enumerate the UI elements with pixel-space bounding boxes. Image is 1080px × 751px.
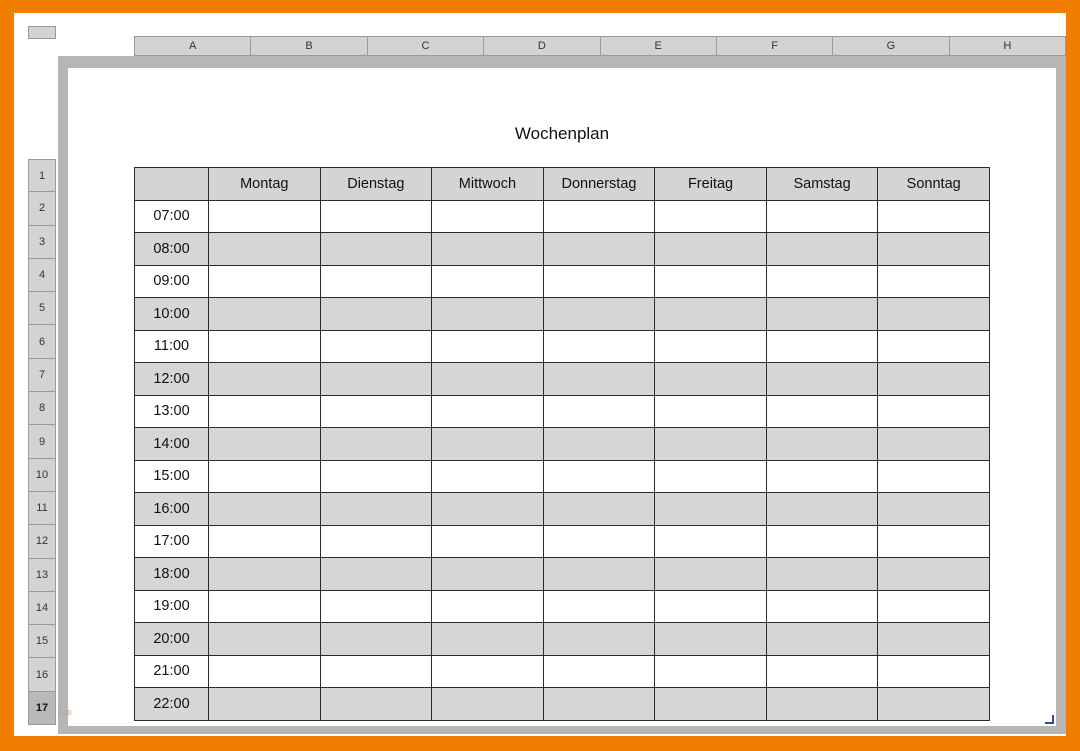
slot-cell[interactable] <box>878 525 990 558</box>
slot-cell[interactable] <box>209 363 321 396</box>
column-header-b[interactable]: B <box>251 36 367 56</box>
row-header-3[interactable]: 3 <box>28 226 56 259</box>
table-row[interactable] <box>135 395 990 428</box>
slot-cell[interactable] <box>432 525 544 558</box>
slot-cell[interactable] <box>320 655 432 688</box>
slot-cell[interactable] <box>209 493 321 526</box>
status-micro-text: 0,00 <box>58 710 72 717</box>
slot-cell[interactable] <box>878 460 990 493</box>
table-row[interactable] <box>135 233 990 266</box>
time-label-0700: 07:00 <box>135 200 209 233</box>
day-header-samstag: Samstag <box>766 168 878 201</box>
slot-cell[interactable] <box>543 200 655 233</box>
slot-cell[interactable] <box>766 395 878 428</box>
table-row[interactable] <box>135 655 990 688</box>
slot-cell[interactable] <box>209 395 321 428</box>
slot-cell[interactable] <box>655 233 767 266</box>
time-label-1400: 14:00 <box>135 428 209 461</box>
slot-cell[interactable] <box>766 525 878 558</box>
slot-cell[interactable] <box>209 590 321 623</box>
slot-cell[interactable] <box>655 525 767 558</box>
time-label-2100: 21:00 <box>135 655 209 688</box>
row-header-10[interactable]: 10 <box>28 459 56 492</box>
slot-cell[interactable] <box>320 623 432 656</box>
table-row[interactable] <box>135 623 990 656</box>
slot-cell[interactable] <box>878 265 990 298</box>
slot-cell[interactable] <box>320 233 432 266</box>
slot-cell[interactable] <box>878 363 990 396</box>
table-row[interactable] <box>135 265 990 298</box>
slot-cell[interactable] <box>543 363 655 396</box>
slot-cell[interactable] <box>766 363 878 396</box>
column-header-e[interactable]: E <box>601 36 717 56</box>
row-header-13[interactable]: 13 <box>28 559 56 592</box>
slot-cell[interactable] <box>432 460 544 493</box>
slot-cell[interactable] <box>655 623 767 656</box>
time-label-1900: 19:00 <box>135 590 209 623</box>
planner-body <box>135 200 990 720</box>
slot-cell[interactable] <box>543 233 655 266</box>
slot-cell[interactable] <box>655 265 767 298</box>
slot-cell[interactable] <box>878 558 990 591</box>
slot-cell[interactable] <box>766 233 878 266</box>
slot-cell[interactable] <box>432 233 544 266</box>
slot-cell[interactable] <box>766 655 878 688</box>
row-header-4[interactable]: 4 <box>28 259 56 292</box>
slot-cell[interactable] <box>878 493 990 526</box>
time-label-1500: 15:00 <box>135 460 209 493</box>
time-label-1800: 18:00 <box>135 558 209 591</box>
day-header-donnerstag: Donnerstag <box>543 168 655 201</box>
day-header-sonntag: Sonntag <box>878 168 990 201</box>
column-header-f[interactable]: F <box>717 36 833 56</box>
slot-cell[interactable] <box>432 558 544 591</box>
slot-cell[interactable] <box>766 428 878 461</box>
slot-cell[interactable] <box>766 330 878 363</box>
table-row[interactable] <box>135 330 990 363</box>
slot-cell[interactable] <box>320 688 432 721</box>
table-row[interactable] <box>135 298 990 331</box>
slot-cell[interactable] <box>543 655 655 688</box>
slot-cell[interactable] <box>320 493 432 526</box>
slot-cell[interactable] <box>543 525 655 558</box>
time-label-1600: 16:00 <box>135 493 209 526</box>
slot-cell[interactable] <box>320 363 432 396</box>
slot-cell[interactable] <box>432 655 544 688</box>
slot-cell[interactable] <box>209 525 321 558</box>
slot-cell[interactable] <box>766 200 878 233</box>
slot-cell[interactable] <box>432 688 544 721</box>
column-header-d[interactable]: D <box>484 36 600 56</box>
row-header-11[interactable]: 11 <box>28 492 56 525</box>
slot-cell[interactable] <box>320 395 432 428</box>
row-header-6[interactable]: 6 <box>28 325 56 358</box>
column-header-g[interactable]: G <box>833 36 949 56</box>
slot-cell[interactable] <box>209 623 321 656</box>
time-label-1300: 13:00 <box>135 395 209 428</box>
slot-cell[interactable] <box>432 395 544 428</box>
slot-cell[interactable] <box>320 330 432 363</box>
slot-cell[interactable] <box>209 200 321 233</box>
table-row[interactable] <box>135 200 990 233</box>
slot-cell[interactable] <box>766 558 878 591</box>
slot-cell[interactable] <box>766 623 878 656</box>
slot-cell[interactable] <box>209 298 321 331</box>
column-header-h[interactable]: H <box>950 36 1066 56</box>
table-row[interactable] <box>135 428 990 461</box>
slot-cell[interactable] <box>655 363 767 396</box>
slot-cell[interactable] <box>766 460 878 493</box>
slot-cell[interactable] <box>432 623 544 656</box>
slot-cell[interactable] <box>543 460 655 493</box>
slot-cell[interactable] <box>878 688 990 721</box>
day-header-montag: Montag <box>209 168 321 201</box>
time-label-1700: 17:00 <box>135 525 209 558</box>
slot-cell[interactable] <box>320 525 432 558</box>
table-row[interactable] <box>135 590 990 623</box>
slot-cell[interactable] <box>543 265 655 298</box>
row-header-strip[interactable] <box>28 159 56 725</box>
time-label-1100: 11:00 <box>135 330 209 363</box>
slot-cell[interactable] <box>209 233 321 266</box>
time-label-1200: 12:00 <box>135 363 209 396</box>
slot-cell[interactable] <box>878 330 990 363</box>
slot-cell[interactable] <box>320 265 432 298</box>
slot-cell[interactable] <box>878 655 990 688</box>
slot-cell[interactable] <box>320 558 432 591</box>
slot-cell[interactable] <box>209 330 321 363</box>
slot-cell[interactable] <box>543 493 655 526</box>
time-label-2000: 20:00 <box>135 623 209 656</box>
slot-cell[interactable] <box>432 330 544 363</box>
slot-cell[interactable] <box>766 265 878 298</box>
slot-cell[interactable] <box>432 200 544 233</box>
slot-cell[interactable] <box>878 428 990 461</box>
slot-cell[interactable] <box>432 265 544 298</box>
slot-cell[interactable] <box>543 623 655 656</box>
slot-cell[interactable] <box>543 558 655 591</box>
row-header-1[interactable]: 1 <box>28 159 56 192</box>
slot-cell[interactable] <box>320 460 432 493</box>
slot-cell[interactable] <box>655 590 767 623</box>
slot-cell[interactable] <box>766 493 878 526</box>
weekly-planner-table[interactable] <box>134 167 990 721</box>
slot-cell[interactable] <box>209 655 321 688</box>
slot-cell[interactable] <box>543 688 655 721</box>
row-header-9[interactable]: 9 <box>28 425 56 458</box>
table-header-row <box>135 168 990 201</box>
slot-cell[interactable] <box>432 298 544 331</box>
slot-cell[interactable] <box>320 200 432 233</box>
slot-cell[interactable] <box>878 590 990 623</box>
table-row[interactable] <box>135 363 990 396</box>
slot-cell[interactable] <box>878 298 990 331</box>
row-header-14[interactable]: 14 <box>28 592 56 625</box>
spreadsheet-sheet-area[interactable] <box>14 13 1066 736</box>
slot-cell[interactable] <box>432 493 544 526</box>
page-plate <box>58 56 1066 734</box>
slot-cell[interactable] <box>878 623 990 656</box>
row-header-12[interactable]: 12 <box>28 525 56 558</box>
slot-cell[interactable] <box>655 395 767 428</box>
time-label-0900: 09:00 <box>135 265 209 298</box>
slot-cell[interactable] <box>766 298 878 331</box>
slot-cell[interactable] <box>655 558 767 591</box>
slot-cell[interactable] <box>209 558 321 591</box>
resize-handle[interactable] <box>1045 715 1054 724</box>
table-row[interactable] <box>135 525 990 558</box>
slot-cell[interactable] <box>209 265 321 298</box>
slot-cell[interactable] <box>320 590 432 623</box>
page-title: Wochenplan <box>514 124 610 143</box>
slot-cell[interactable] <box>209 688 321 721</box>
slot-cell[interactable] <box>655 330 767 363</box>
select-all-corner[interactable] <box>28 26 56 39</box>
row-header-5[interactable]: 5 <box>28 292 56 325</box>
day-header-dienstag: Dienstag <box>320 168 432 201</box>
row-header-7[interactable]: 7 <box>28 359 56 392</box>
slot-cell[interactable] <box>209 460 321 493</box>
row-header-16[interactable]: 16 <box>28 658 56 691</box>
slot-cell[interactable] <box>543 395 655 428</box>
slot-cell[interactable] <box>655 428 767 461</box>
day-header-freitag: Freitag <box>655 168 767 201</box>
slot-cell[interactable] <box>543 590 655 623</box>
time-label-0800: 08:00 <box>135 233 209 266</box>
slot-cell[interactable] <box>878 395 990 428</box>
row-header-15[interactable]: 15 <box>28 625 56 658</box>
document-page[interactable] <box>68 68 1056 726</box>
row-header-17[interactable]: 17 <box>28 692 56 725</box>
slot-cell[interactable] <box>878 200 990 233</box>
slot-cell[interactable] <box>209 428 321 461</box>
slot-cell[interactable] <box>655 493 767 526</box>
slot-cell[interactable] <box>655 655 767 688</box>
slot-cell[interactable] <box>320 428 432 461</box>
slot-cell[interactable] <box>432 428 544 461</box>
time-label-2200: 22:00 <box>135 688 209 721</box>
table-row[interactable] <box>135 460 990 493</box>
day-header-mittwoch: Mittwoch <box>432 168 544 201</box>
slot-cell[interactable] <box>543 428 655 461</box>
slot-cell[interactable] <box>655 200 767 233</box>
slot-cell[interactable] <box>432 590 544 623</box>
row-header-2[interactable]: 2 <box>28 192 56 225</box>
slot-cell[interactable] <box>655 298 767 331</box>
slot-cell[interactable] <box>543 298 655 331</box>
slot-cell[interactable] <box>655 460 767 493</box>
slot-cell[interactable] <box>655 688 767 721</box>
row-header-8[interactable]: 8 <box>28 392 56 425</box>
slot-cell[interactable] <box>320 298 432 331</box>
table-row[interactable] <box>135 558 990 591</box>
column-header-c[interactable]: C <box>368 36 484 56</box>
table-row[interactable] <box>135 688 990 721</box>
slot-cell[interactable] <box>543 330 655 363</box>
table-row[interactable] <box>135 493 990 526</box>
time-label-1000: 10:00 <box>135 298 209 331</box>
column-header-strip[interactable] <box>134 36 1066 56</box>
slot-cell[interactable] <box>432 363 544 396</box>
slot-cell[interactable] <box>766 688 878 721</box>
slot-cell[interactable] <box>766 590 878 623</box>
header-corner-cell <box>135 168 209 201</box>
slot-cell[interactable] <box>878 233 990 266</box>
column-header-a[interactable]: A <box>134 36 251 56</box>
